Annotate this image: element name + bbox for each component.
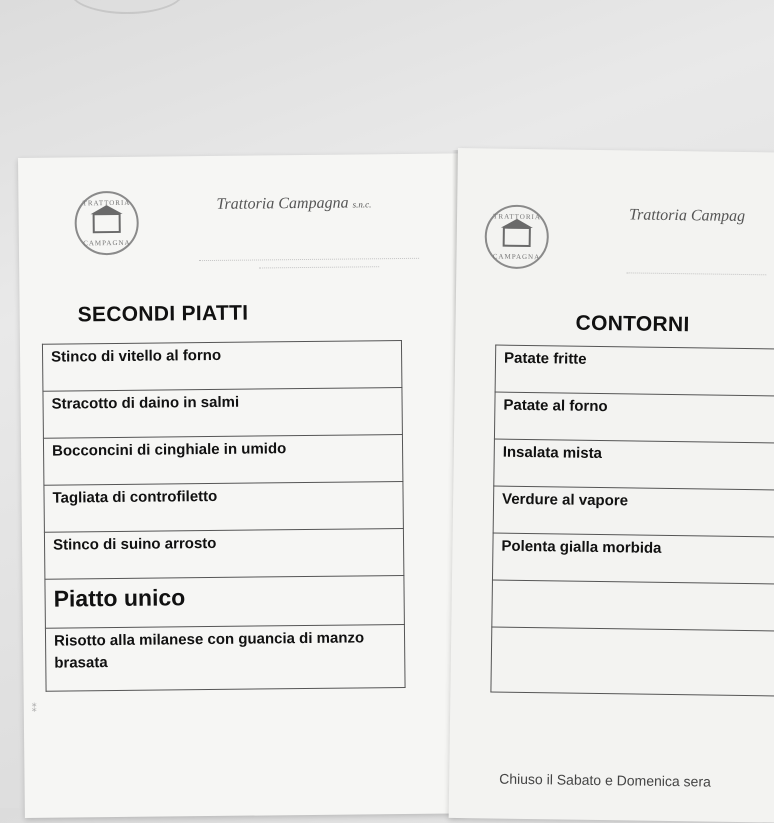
side-dish-name: Patate fritte xyxy=(495,345,774,396)
side-dish-name xyxy=(492,580,774,631)
address-line xyxy=(626,272,766,275)
dish-name: Stracotto di daino in salmi xyxy=(43,387,402,438)
table-row xyxy=(43,387,402,438)
table-row xyxy=(45,575,404,628)
table-row xyxy=(495,345,774,396)
brand-suffix: s.n.c. xyxy=(352,199,372,210)
table-row xyxy=(491,627,774,696)
side-dish-name: Insalata mista xyxy=(494,439,774,490)
trattoria-logo-icon xyxy=(74,191,139,256)
logo-text-top: TRATTORIA xyxy=(493,212,541,222)
dish-name: Risotto alla milanese con guancia di manzo brasata xyxy=(45,624,405,691)
dish-name: Bocconcini di cinghiale in umido xyxy=(43,434,402,485)
section-heading-contorni: CONTORNI xyxy=(575,311,690,337)
trattoria-logo-icon xyxy=(484,204,549,269)
section-heading-secondi: SECONDI PIATTI xyxy=(77,301,249,327)
brand-name: Trattoria Campag xyxy=(628,206,746,226)
side-dish-name xyxy=(491,627,774,696)
brand-name xyxy=(216,194,371,214)
table-row xyxy=(492,533,774,584)
side-dish-name: Verdure al vapore xyxy=(493,486,774,537)
menu-page-left xyxy=(18,153,465,818)
table-row xyxy=(42,340,401,391)
secondi-table xyxy=(42,340,406,692)
logo-text-bottom: CAMPAGNA xyxy=(492,252,541,262)
logo-text-top: TRATTORIA xyxy=(82,198,131,208)
table-row xyxy=(44,481,403,532)
menu-page-right xyxy=(449,148,774,823)
table-row xyxy=(494,392,774,443)
table-row xyxy=(43,434,402,485)
dish-name: Stinco di vitello al forno xyxy=(42,340,401,391)
address-line xyxy=(259,266,379,268)
closing-days-note: Chiuso il Sabato e Domenica sera xyxy=(499,770,711,790)
side-dish-name: Polenta gialla morbida xyxy=(492,533,774,584)
brand-label: Trattoria Campagna xyxy=(216,194,349,213)
house-icon xyxy=(93,213,121,233)
dish-name: Stinco di suino arrosto xyxy=(44,528,403,579)
table-row xyxy=(45,624,405,691)
dish-name: Tagliata di controfiletto xyxy=(44,481,403,532)
house-icon xyxy=(503,227,531,247)
table-row xyxy=(492,580,774,631)
logo-text-bottom: CAMPAGNA xyxy=(83,238,131,248)
side-dish-name: Patate al forno xyxy=(494,392,774,443)
page-mark: ⁑ xyxy=(31,703,37,715)
address-line xyxy=(199,258,419,261)
contorni-table xyxy=(490,345,774,697)
table-row xyxy=(44,528,403,579)
piatto-unico-heading: Piatto unico xyxy=(45,575,404,628)
table-row xyxy=(494,439,774,490)
table-row xyxy=(493,486,774,537)
